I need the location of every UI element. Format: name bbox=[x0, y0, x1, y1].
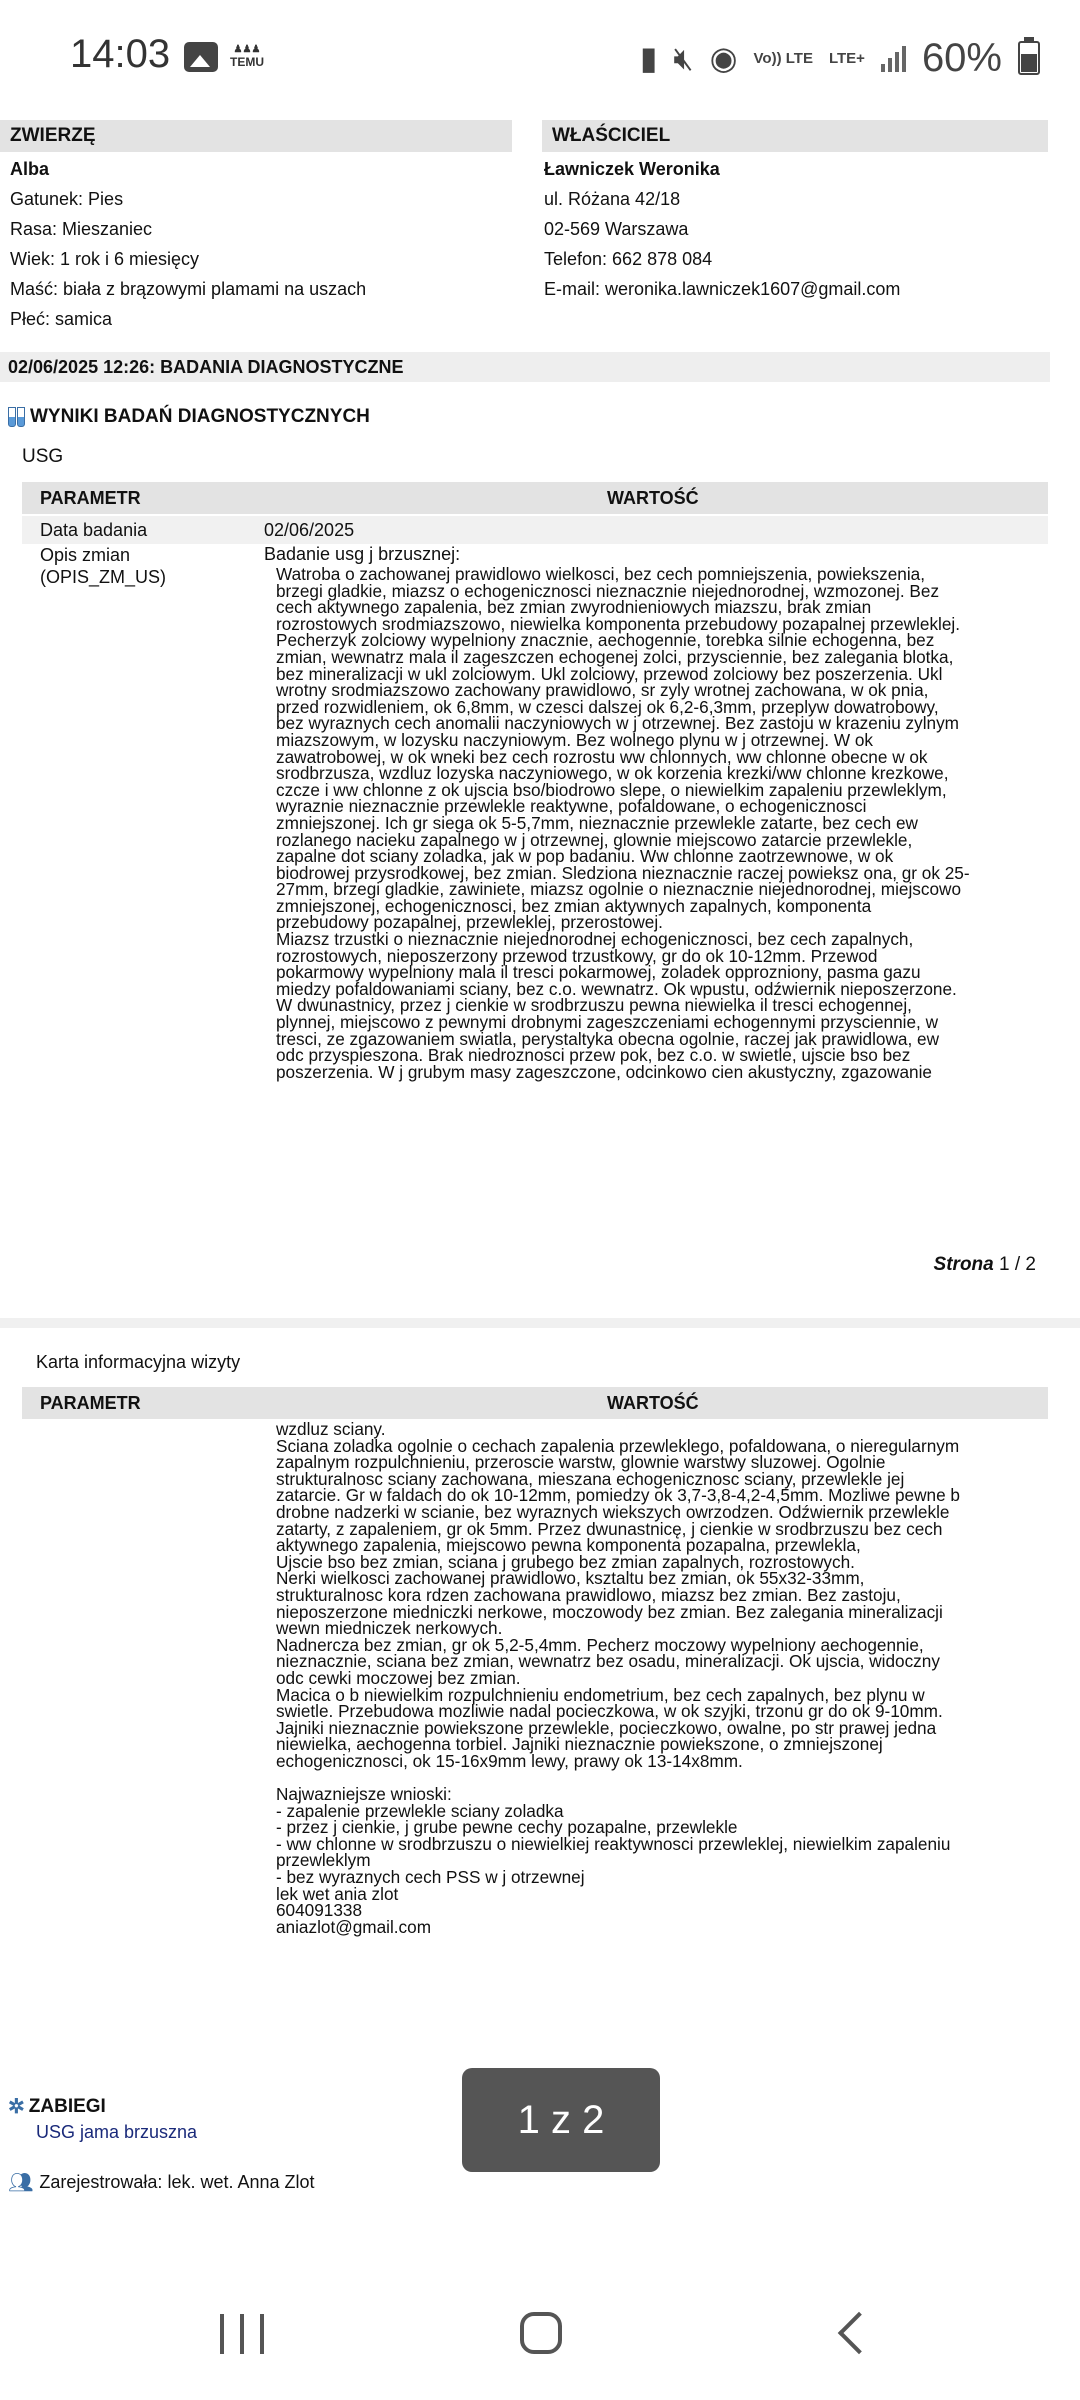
table-header bbox=[22, 482, 1048, 514]
page2-header: Karta informacyjna wizyty bbox=[36, 1352, 241, 1372]
page-number: Strona 1 / 2 bbox=[933, 1254, 1036, 1275]
person-icon: 👥︎ bbox=[8, 2172, 34, 2194]
recents-button[interactable] bbox=[220, 2314, 264, 2354]
registered-by: 👥︎ Zarejestrowała: lek. wet. Anna Zlot bbox=[8, 2172, 315, 2194]
date-label: Data badania bbox=[40, 520, 148, 540]
date-value: 02/06/2025 bbox=[264, 520, 355, 540]
animal-color: Maść: biała z brązowymi plamami na uszach bbox=[10, 279, 367, 299]
clock: 14:03 bbox=[70, 32, 171, 76]
battery-percent: 60% bbox=[921, 35, 1002, 80]
status-icons bbox=[640, 30, 1040, 86]
description-text-part1: Watroba o zachowanej prawidlowo wielkosci, bez cech pomniejszenia, powiekszenia, brzegi gladkie, miazsz o echogenicznosci nieznacznie niejednorodnej, wzmozonej. Bez cech aktywnego zapalenia, bez zmian zwyrodnieniowych miazszu, brak zmian rozrostowych srodmiazszowo, niewielka komponenta przebudowy pozapalnej przewleklej. Pecherzyk zolciowy wypelniony znacznie, aechogennie, torebka silnie echogenna, bez zmian, wewnatrz mala il zageszczen echogenej zolci, przysciennie, bez zalegania blotka, bez mineralizacji w ukl zolciowym. Ukl zolciowy, przewod zolciowy bez poszerzenia. Ukl wrotny srodmiazszowo zachowany prawidlowo, sr zyly wrotnej zachowana, w ok pnia, przed rozwidleniem, ok 6,8mm, w czesci dalszej ok 6,2-6,3mm, przeplyw dowatrobowy, bez wyraznych cech anomalii naczyniowych w j otrzewnej. Bez zastoju w krazeniu zylnym miazszowym, w lozysku naczyniowym. Bez wolnego plynu w j otrzewnej. W ok zawatrobowej, w ok wneki bez cech rozrostu ww chlonnych, ww chlonne obecne w ok srodbrzusza, wzdluz lozyska naczyniowego, w ok korzenia krezki/ww chlonne krezkowe, czcze i ww chlonne z ok ujscia bso/biodrowo slepe, o niewielkim zapaleniu przewleklym, wyraznie nieznacznie przewlekle reaktywne, pofaldowane, o echogenicznosci zmniejszonej. Ich gr siega ok 5-5,7mm, nieznacznie przewlekle zatarte, bez cech ew rozlanego nacieku zapalnego w j otrzewnej, glownie miejscowo zatarcie przewlekle, zapalne dot sciany zoladka, jak w pop badaniu. Ww chlonne zaotrzewnowe, w ok biodrowej przysrodkowej, bez zmian. Sledziona nieznacznie raczej powieksz ona, gr ok 25- 27mm, brzegi gladkie, zawiniete, miazsz ogolnie o nieznacznie niejednorodnej, miejscowo zmniejszonej, echogenicznosci, bez zmian aktywnych zapalnych, komponenta przebudowy pozapalnej, przewleklej, przerostowej. Miazsz trzustki o nieznacznie niejednorodnej echogenicznosci, bez cech zapalnych, rozrostowych, nieposzerzony przewod trzustkowy, gr do ok 10-12mm. Przewod pokarmowy wypelniony mala il tresci pokarmowej, zoladek opprozniony, pasma gazu miedzy pofaldowaniami sciany, bez c.o. wewnatrz. Ok wpustu, odźwiernik nieposzerzone. W dwunastnicy, przez j cienkie w srodbrzuszu pewna niewielka il tresci echogennej, plynnej, miejscowo z pewnymi drobnymi zageszczeniami echogennymi przysciennie, w tresci, ze zgazowaniem swiatla, perystaltyka obecna ogolnie, raczej jak prawidlowa, ew odc przyspieszona. Brak niedroznosci przew pok, bez c.o. w swietle, ujscie bso bez poszerzenia. W j grubym masy zageszczone, odcinkowo cien akustyczny, zgazowanie bbox=[276, 564, 970, 1082]
owner-phone: Telefon: 662 878 084 bbox=[544, 249, 713, 269]
animal-header: ZWIERZĘ bbox=[0, 120, 512, 152]
results-section-title: WYNIKI BADAŃ DIAGNOSTYCZNYCH bbox=[8, 406, 370, 428]
owner-name: Ławniczek Weronika bbox=[544, 159, 720, 179]
mute-icon: 🔇︎ bbox=[673, 40, 694, 76]
description-intro: Badanie usg j brzusznej: bbox=[264, 544, 461, 564]
home-button[interactable] bbox=[520, 2312, 562, 2354]
animal-age: Wiek: 1 rok i 6 miesięcy bbox=[10, 249, 200, 269]
back-button[interactable] bbox=[830, 2312, 874, 2356]
table-row-date bbox=[22, 516, 1048, 544]
column-header-value: WARTOŚĆ bbox=[607, 1393, 699, 1413]
procedure-link[interactable]: USG jama brzuszna bbox=[36, 2122, 198, 2142]
animal-name: Alba bbox=[10, 159, 50, 179]
owner-street: ul. Różana 42/18 bbox=[544, 189, 681, 209]
battery-icon bbox=[1018, 41, 1040, 75]
page-indicator: 1 z 2 bbox=[462, 2068, 660, 2172]
owner-city: 02-569 Warszawa bbox=[544, 219, 689, 239]
status-bar bbox=[0, 0, 1080, 120]
owner-header: WŁAŚCICIEL bbox=[542, 120, 1048, 152]
column-header-value: WARTOŚĆ bbox=[607, 488, 699, 508]
hotspot-icon: ◉ bbox=[709, 40, 738, 76]
lte-indicator: LTE+ bbox=[828, 49, 865, 67]
page-separator bbox=[0, 1318, 1080, 1328]
description-text-part2: wzdluz sciany. Sciana zoladka ogolnie o cechach zapalenia przewleklego, pofaldowana, o nieregularnym zapalnym rozpulchnieniu, przeroscie warstw, glownie warstwy sluzowej. Ogolnie strukturalnosc sciany zachowana, mieszana echogenicznosc sciany, przewlekle jej zatarcie. Gr w faldach do ok 10-12mm, pomiedzy ok 3,7-3,8-4,2-4,5mm. Mozliwe pewne b drobne nadzerki w scianie, bez wyraznych wiekszych owrzodzen. Odźwiernik przewlekle zatarty, z zapaleniem, gr ok 5mm. Przez dwunastnicę, j cienkie w srodbrzuszu bez cech aktywnego zapalenia, miejscowo pewna komponenta pozapalna, przewlekla, Ujscie bso bez zmian, sciana j grubego bez zmian zapalnych, rozrostowych. Nerki wielkosci zachowanej prawidlowo, ksztaltu bez zmian, ok 55x32-33mm, strukturalnosc kora rdzen zachowana prawidlowo, miazsz bez zmian. Bez zastoju, nieposzerzone miedniczki nerkowe, moczowody bez zmian. Bez zalegania mineralizacji wewn miedniczek nerkowych. Nadnercza bez zmian, gr ok 5,2-5,4mm. Pecherz moczowy wypelniony aechogennie, nieznacznie, sciana bez zmian, wewnatrz bez osadu, mineralizacji. Ok ujscia, widoczny odc cewki moczowej bez zmian. Macica o b niewielkim rozpulchnieniu endometrium, bez cech zapalnych, bez plynu w swietle. Przebudowa mozliwie nadal pocieczkowa, w ok szyjki, trzonu gr do ok 9-10mm. Jajniki nieznacznie powiekszone przewlekle, pocieczkowo, owalne, po str prawej jedna niewielka, aechogenna torbiel. Jajniki nieznacznie powiekszone, o zmniejszonej echogenicznosci, ok 15-16x9mm lewy, prawy ok 13-14x8mm. Najwazniejsze wnioski: - zapalenie przewlekle sciany zoladka - przez j cienkie, j grube pewne cechy pozapalne, przewlekle - ww chlonne w srodbrzuszu o niewielkiej reaktywnosci przewleklej, niewielkim zapaleniu przewleklym - bez wyraznych cech PSS w j otrzewnej lek wet ania zlot 604091338 aniazlot@gmail.com bbox=[276, 1419, 960, 1937]
signal-icon bbox=[881, 44, 906, 72]
owner-email: E-mail: weronika.lawniczek1607@gmail.com bbox=[544, 279, 901, 299]
battery-saver-icon: ▮ bbox=[639, 40, 658, 76]
column-header-param: PARAMETR bbox=[40, 488, 141, 508]
tools-icon: ✲ bbox=[8, 2096, 25, 2118]
column-header-param: PARAMETR bbox=[40, 1393, 141, 1413]
navigation-bar bbox=[0, 2270, 1080, 2400]
animal-breed: Rasa: Mieszaniec bbox=[10, 219, 153, 239]
volte-indicator: Vo)) LTE bbox=[753, 49, 813, 67]
image-icon bbox=[184, 42, 218, 72]
animal-species: Gatunek: Pies bbox=[10, 189, 124, 209]
exam-type: USG bbox=[22, 446, 64, 467]
animal-sex: Płeć: samica bbox=[10, 309, 113, 329]
procedures-section-title: ✲ ZABIEGI bbox=[8, 2095, 106, 2118]
owner-info bbox=[544, 154, 900, 304]
test-tube-icon bbox=[8, 407, 26, 427]
animal-info bbox=[10, 154, 366, 334]
visit-title: 02/06/2025 12:26: BADANIA DIAGNOSTYCZNE bbox=[0, 352, 1050, 382]
temu-app-icon: ♟♟♟ TEMU bbox=[230, 44, 264, 69]
description-param: Opis zmian (OPIS_ZM_US) bbox=[40, 545, 167, 587]
table-header-page2 bbox=[22, 1387, 1048, 1419]
